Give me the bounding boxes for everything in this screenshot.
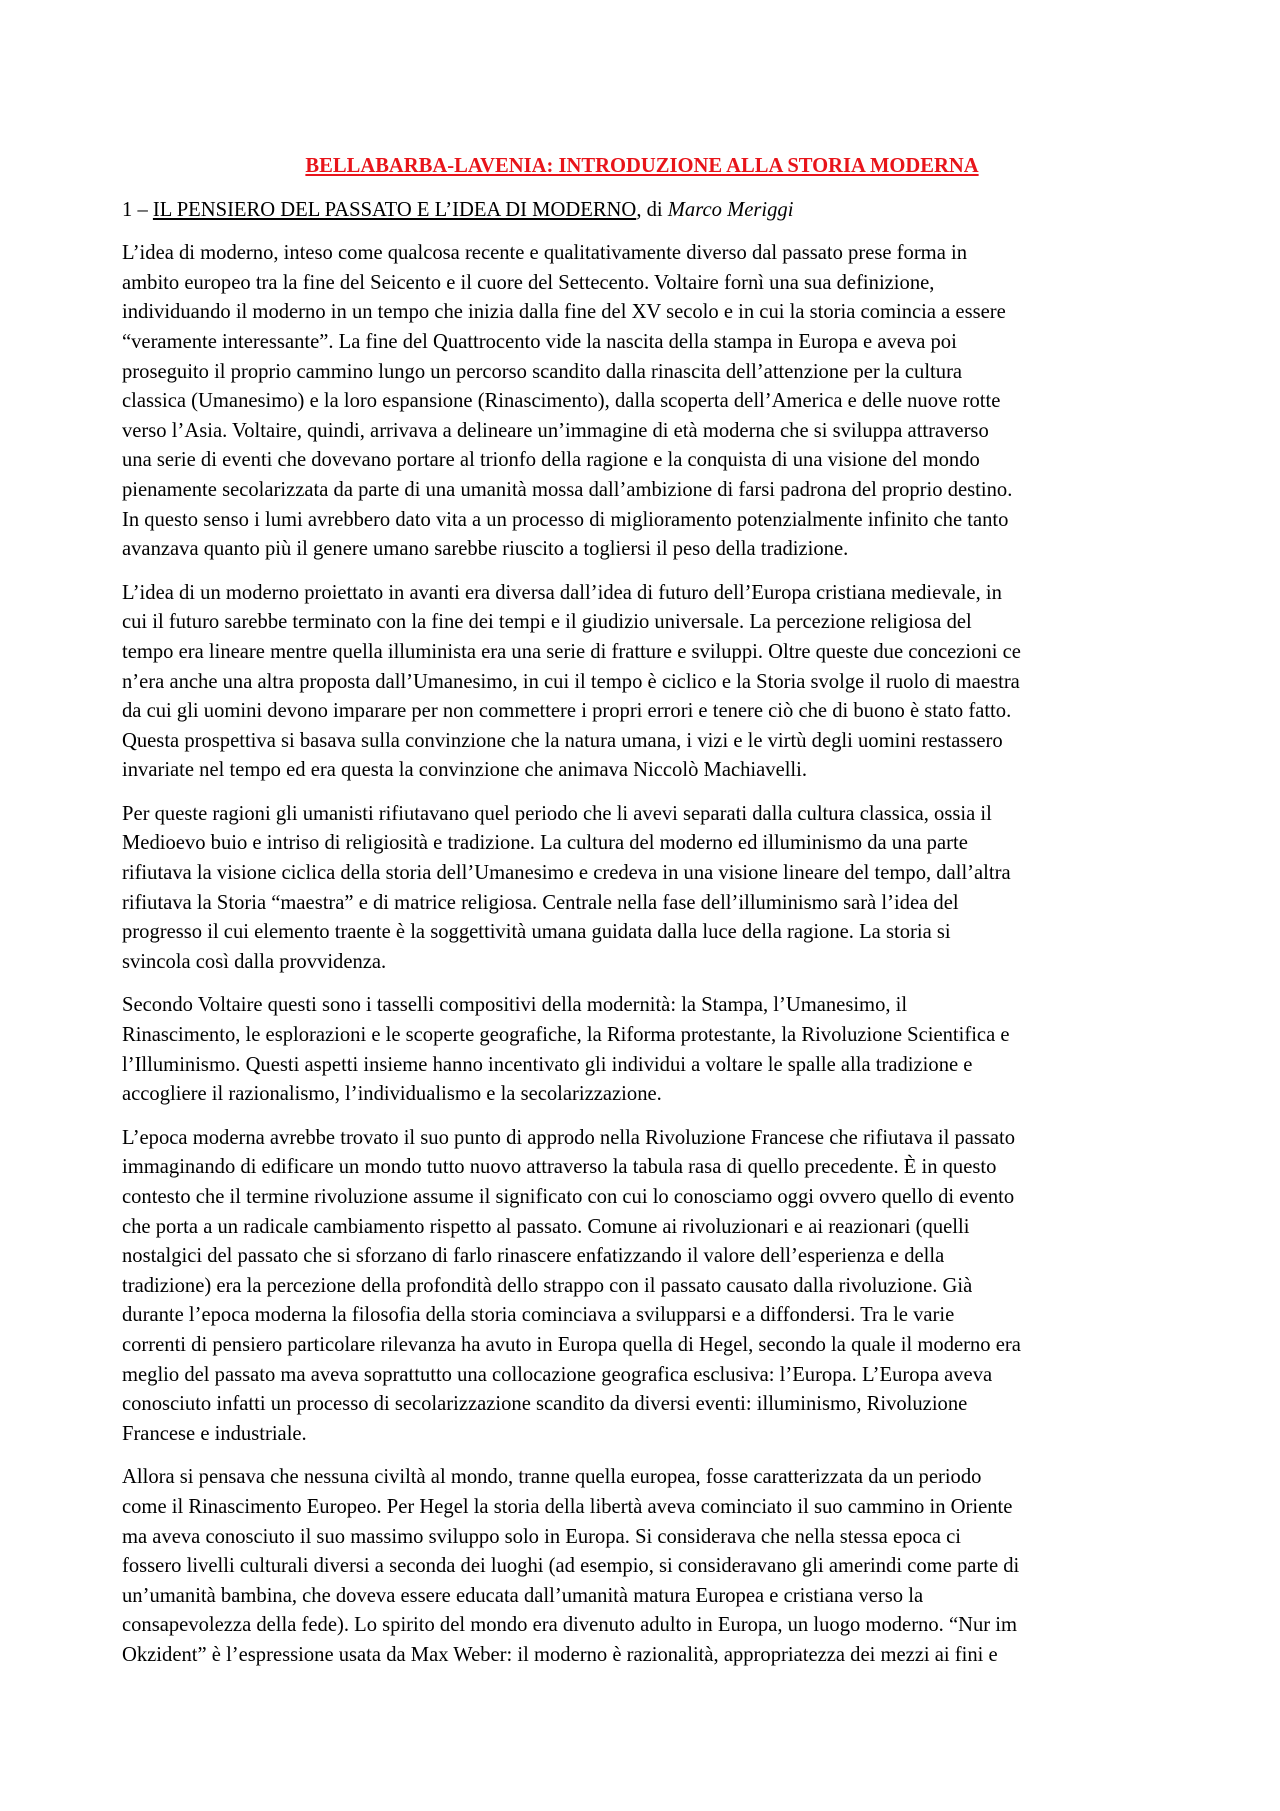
paragraph-6: Allora si pensava che nessuna civiltà al mondo, tranne quella europea, fosse caratterizzata da un periodo come il Rinascimento Europeo. Per Hegel la storia della libertà aveva cominciato il suo cammino in Oriente ma aveva conosciuto il suo massimo sviluppo solo in Europa. Si considerava che nella stessa epoca ci fossero livelli culturali diversi a seconda dei luoghi (ad esempio, si consideravano gli amerindi come parte di un’umanità bambina, che doveva essere educata dall’umanità matura Europea e cristiana verso la consapevolezza della fede). Lo spirito del mondo era divenuto adulto in Europa, un luogo moderno. “Nur im Okzident” è l’espressione usata da Max Weber: il moderno è razionalità, appropriatezza dei mezzi ai fini e bbox=[122, 1466, 1020, 1666]
document-body bbox=[122, 152, 1162, 1685]
paragraph-4: Secondo Voltaire questi sono i tasselli compositivi della modernità: la Stampa, l’Umanesimo, il Rinascimento, le esplorazioni e le scoperte geografiche, la Riforma protestante, la Rivoluzione Scientifica e l’Illuminismo. Questi aspetti insieme hanno incentivato gli individui a voltare le spalle alla tradizione e accogliere il razionalismo, l’individualismo e la secolarizzazione. bbox=[122, 994, 1010, 1106]
paragraph-5: L’epoca moderna avrebbe trovato il suo punto di approdo nella Rivoluzione Francese che rifiutava il passato immaginando di edificare un mondo tutto nuovo attraverso la tabula rasa di quello precedente. È in questo contesto che il termine rivoluzione assume il significato con cui lo conosciamo oggi ovvero quello di evento che porta a un radicale cambiamento rispetto al passato. Comune ai rivoluzionari e ai reazionari (quelli nostalgici del passato che si sforzano di farlo rinascere enfatizzando il valore dell’esperienza e della tradizione) era la percezione della profondità dello strappo con il passato causato dalla rivoluzione. Già durante l’epoca moderna la filosofia della storia cominciava a svilupparsi e a diffondersi. Tra le varie correnti di pensiero particolare rilevanza ha avuto in Europa quella di Hegel, secondo la quale il moderno era meglio del passato ma aveva soprattutto una collocazione geografica esclusiva: l’Europa. L’Europa aveva conosciuto infatti un processo di secolarizzazione scandito da diversi eventi: illuminismo, Rivoluzione Francese e industriale. bbox=[122, 1126, 1021, 1445]
chapter-by-text: , di bbox=[636, 198, 668, 221]
document-title: BELLABARBA-LAVENIA: INTRODUZIONE ALLA STORIA MODERNA bbox=[305, 155, 979, 177]
paragraph-3: Per queste ragioni gli umanisti rifiutavano quel periodo che li avevi separati dalla cultura classica, ossia il Medioevo buio e intriso di religiosità e tradizione. La cultura del moderno ed illuminismo da una parte rifiutava la visione ciclica della storia dell’Umanesimo e credeva in una visione lineare del tempo, dall’altra rifiutava la Storia “maestra” e di matrice religiosa. Centrale nella fase dell’illuminismo sarà l’idea del progresso il cui elemento traente è la soggettività umana guidata dalla luce della ragione. La storia si svincola così dalla provvidenza. bbox=[122, 802, 1011, 973]
chapter-heading bbox=[122, 196, 1162, 226]
paragraph-1: L’idea di moderno, inteso come qualcosa recente e qualitativamente diverso dal passato prese forma in ambito europeo tra la fine del Seicento e il cuore del Settecento. Voltaire fornì una sua definizione, individuando il moderno in un tempo che inizia dalla fine del XV secolo e in cui la storia comincia a essere “veramente interessante”. La fine del Quattrocento vide la nascita della stampa in Europa e aveva poi proseguito il proprio cammino lungo un percorso scandito dalla rinascita dell’attenzione per la cultura classica (Umanesimo) e la loro espansione (Rinascimento), dalla scoperta dell’America e delle nuove rotte verso l’Asia. Voltaire, quindi, arrivava a delineare un’immagine di età moderna che si sviluppa attraverso una serie di eventi che dovevano portare al trionfo della ragione e la conquista di una visione del mondo pienamente secolarizzata da parte di una umanità mossa dall’ambizione di farsi padrona del proprio destino. In questo senso i lumi avrebbero dato vita a un processo di miglioramento potenzialmente infinito che tanto avanzava quanto più il genere umano sarebbe riuscito a togliersi il peso della tradizione. bbox=[122, 242, 1013, 561]
chapter-author: Marco Meriggi bbox=[667, 198, 794, 221]
paragraph-2: L’idea di un moderno proiettato in avanti era diversa dall’idea di futuro dell’Europa cristiana medievale, in cui il futuro sarebbe terminato con la fine dei tempi e il giudizio universale. La percezione religiosa del tempo era lineare mentre quella illuminista era una serie di fratture e sviluppi. Oltre queste due concezioni ce n’era anche una altra proposta dall’Umanesimo, in cui il tempo è ciclico e la Storia svolge il ruolo di maestra da cui gli uomini devono imparare per non commettere i propri errori e tenere ciò che di buono è stato fatto. Questa prospettiva si basava sulla convinzione che la natura umana, i vizi e le virtù degli uomini restassero invariate nel tempo ed era questa la convinzione che animava Niccolò Machiavelli. bbox=[122, 581, 1021, 782]
chapter-number: 1 – bbox=[122, 198, 153, 221]
chapter-title: IL PENSIERO DEL PASSATO E L’IDEA DI MODERNO bbox=[152, 198, 637, 221]
